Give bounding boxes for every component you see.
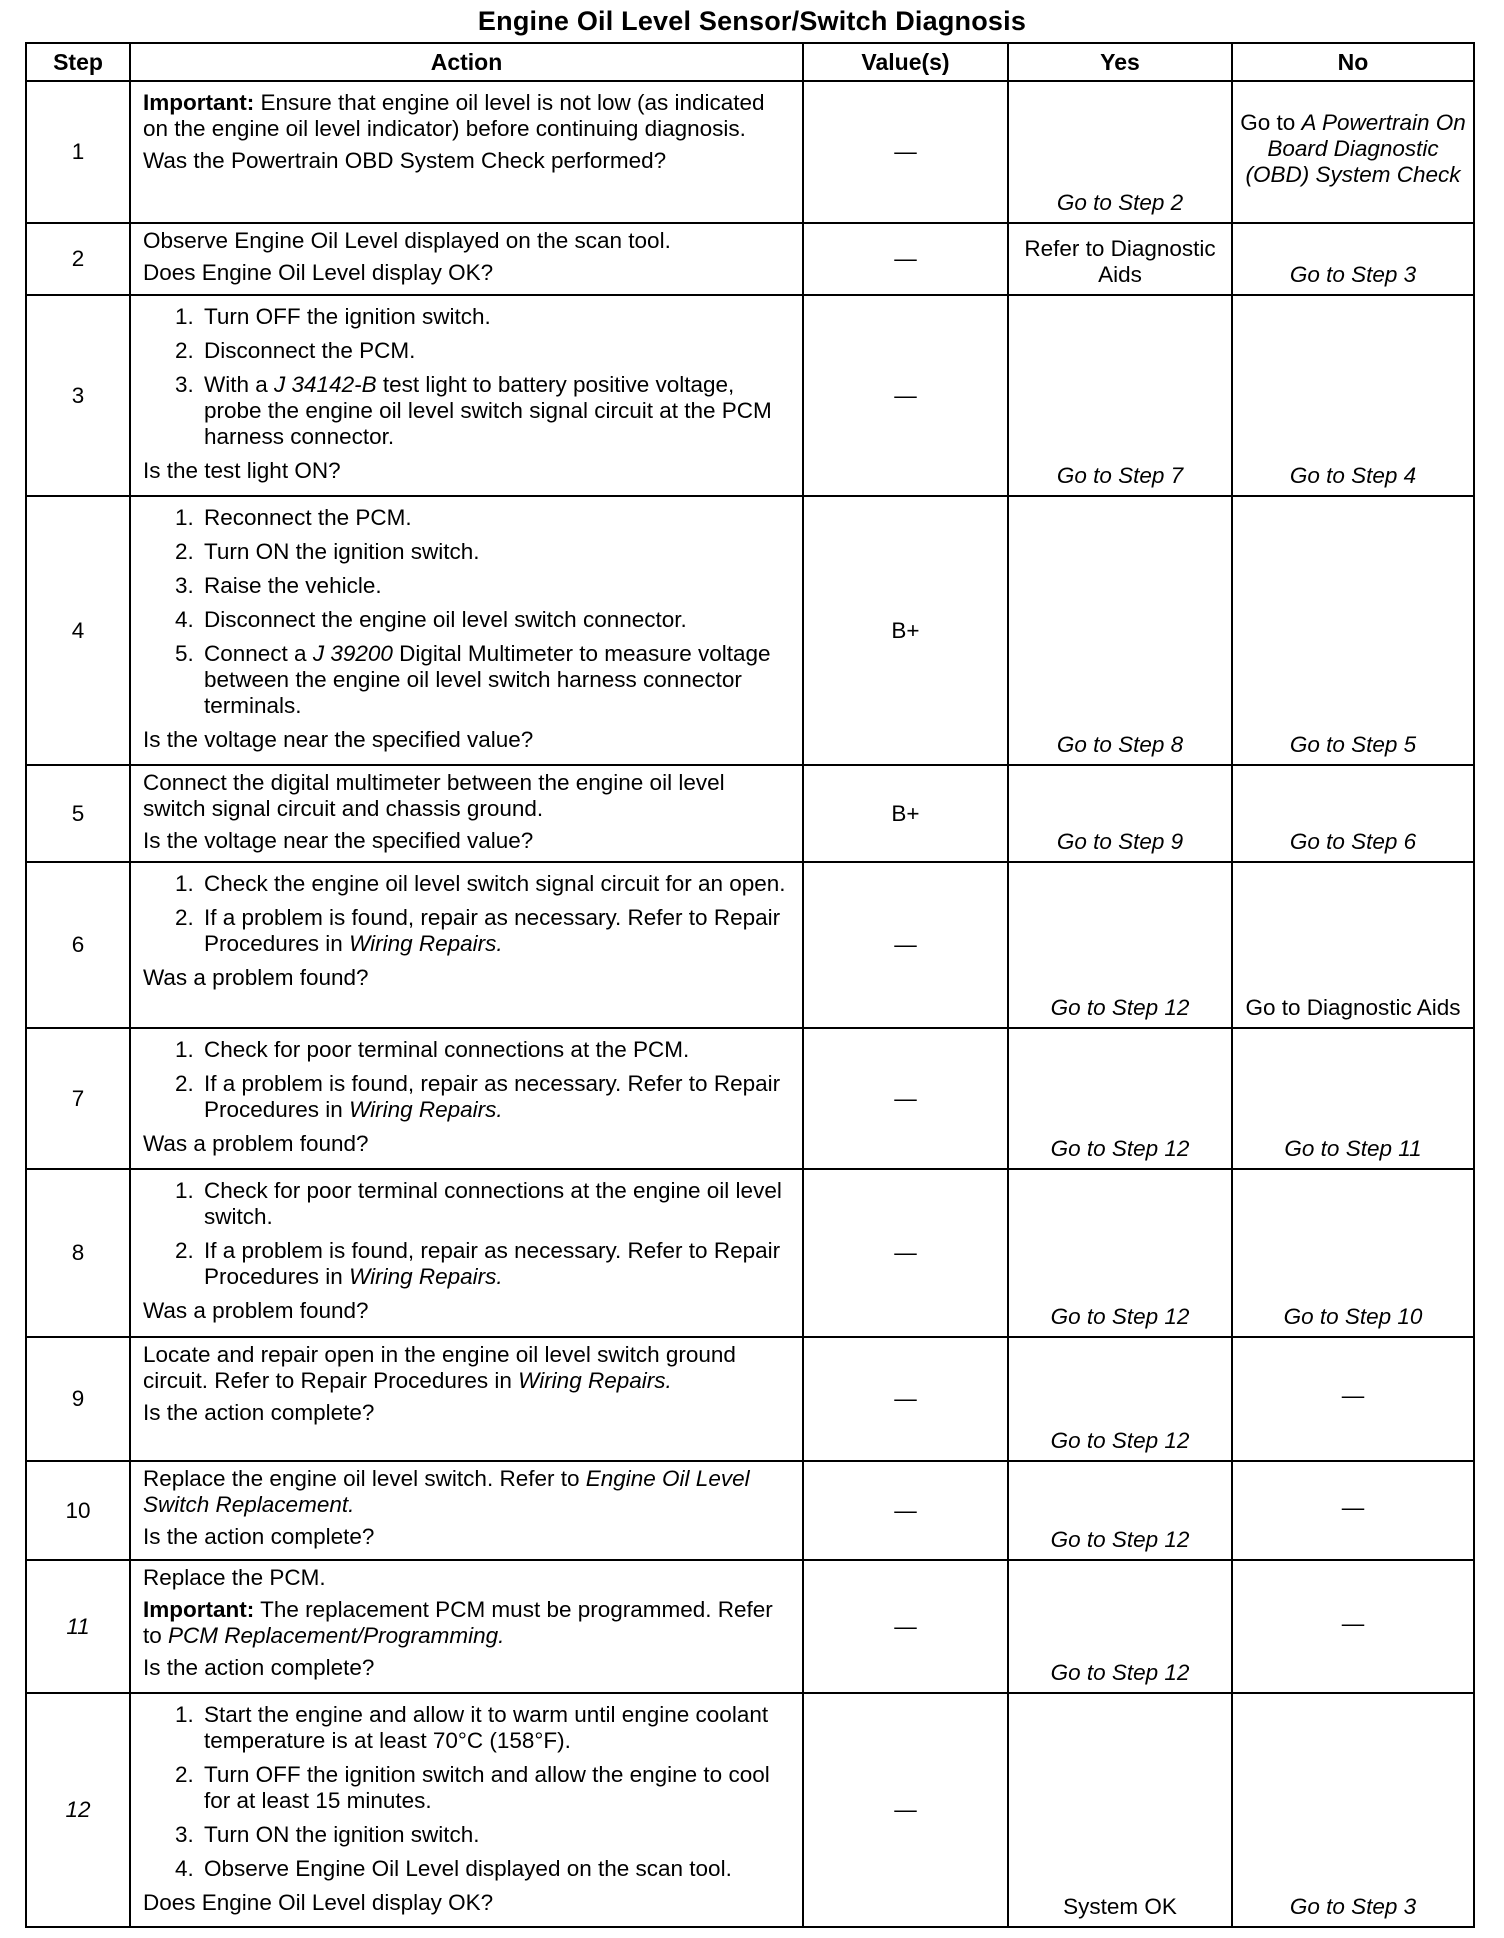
yes-link[interactable]: Go to Step 7 <box>1056 463 1184 488</box>
action-cell <box>130 496 803 765</box>
action-steps <box>143 505 792 719</box>
yes-cell <box>1008 1169 1232 1337</box>
value-cell: — <box>803 1693 1008 1927</box>
action-question: Was a problem found? <box>143 1298 369 1323</box>
action-steps <box>143 871 792 957</box>
action-cell <box>130 1693 803 1927</box>
tool-reference: J 34142-B <box>274 372 377 397</box>
no-link[interactable]: Go to Step 4 <box>1289 463 1417 488</box>
table-row <box>26 1693 1474 1927</box>
yes-cell <box>1008 862 1232 1028</box>
table-row <box>26 81 1474 223</box>
action-question: Was the Powertrain OBD System Check performed? <box>143 148 667 173</box>
yes-link[interactable]: Go to Step 12 <box>1050 1304 1190 1329</box>
no-cell <box>1232 81 1474 223</box>
table-row <box>26 765 1474 862</box>
action-cell <box>130 1169 803 1337</box>
step-number: 1 <box>26 81 130 223</box>
yes-link[interactable]: Go to Step 8 <box>1056 732 1184 757</box>
step-number: 9 <box>26 1337 130 1461</box>
yes-link[interactable]: Go to Step 12 <box>1050 1136 1190 1161</box>
manual-reference: Engine Oil Level Switch Replacement. <box>143 1466 750 1517</box>
action-steps <box>143 304 792 450</box>
manual-reference: Wiring Repairs. <box>349 931 503 956</box>
action-step: 1. Check for poor terminal connections at the PCM. <box>200 1037 792 1063</box>
table-header-row <box>26 43 1474 81</box>
yes-link[interactable]: Go to Step 2 <box>1056 190 1184 215</box>
yes-link[interactable]: System OK <box>1063 1894 1177 1919</box>
action-step: 1. Reconnect the PCM. <box>200 505 792 531</box>
yes-link[interactable]: Go to Step 12 <box>1050 1527 1190 1552</box>
no-link[interactable]: A Powertrain On Board Diagnostic (OBD) System Check <box>1245 110 1466 187</box>
action-question: Is the action complete? <box>143 1400 375 1425</box>
yes-cell <box>1008 496 1232 765</box>
action-cell <box>130 81 803 223</box>
no-cell <box>1232 1693 1474 1927</box>
yes-cell <box>1008 223 1232 295</box>
header-yes: Yes <box>1008 43 1232 81</box>
table-row <box>26 862 1474 1028</box>
step-number: 7 <box>26 1028 130 1169</box>
no-link[interactable]: Go to Step 5 <box>1289 732 1417 757</box>
manual-reference: Wiring Repairs. <box>349 1264 503 1289</box>
action-text: Observe Engine Oil Level displayed on the scan tool. <box>143 228 671 253</box>
value-cell: — <box>803 295 1008 496</box>
action-step: 3. With a J 34142-B test light to battery positive voltage, probe the engine oil level switch signal circuit at the PCM harness connector. <box>200 372 792 450</box>
step-number: 5 <box>26 765 130 862</box>
header-step: Step <box>26 43 130 81</box>
no-cell <box>1232 765 1474 862</box>
yes-link[interactable]: Refer to Diagnostic Aids <box>1024 236 1216 287</box>
value-cell: — <box>803 1028 1008 1169</box>
header-action: Action <box>130 43 803 81</box>
value-cell: — <box>803 1337 1008 1461</box>
tool-reference: J 39200 <box>312 641 393 666</box>
no-link[interactable]: Go to Step 10 <box>1283 1304 1423 1329</box>
action-cell <box>130 1560 803 1693</box>
action-text: Connect the digital multimeter between the engine oil level switch signal circuit and chassis ground. <box>143 770 725 821</box>
yes-link[interactable]: Go to Step 12 <box>1050 995 1190 1020</box>
no-link[interactable]: Go to Step 3 <box>1289 1894 1417 1919</box>
header-no: No <box>1232 43 1474 81</box>
action-cell <box>130 295 803 496</box>
yes-cell <box>1008 1337 1232 1461</box>
action-question: Was a problem found? <box>143 965 369 990</box>
action-step: 3. Raise the vehicle. <box>200 573 792 599</box>
yes-cell <box>1008 1028 1232 1169</box>
no-cell <box>1232 496 1474 765</box>
step-number: 6 <box>26 862 130 1028</box>
yes-cell <box>1008 1461 1232 1560</box>
action-steps <box>143 1037 792 1123</box>
value-cell: — <box>803 81 1008 223</box>
page-title: Engine Oil Level Sensor/Switch Diagnosis <box>477 6 1027 36</box>
important-label: Important: <box>143 1597 255 1622</box>
action-steps <box>143 1178 792 1290</box>
action-question: Is the action complete? <box>143 1655 375 1680</box>
table-row <box>26 1560 1474 1693</box>
action-question: Is the test light ON? <box>143 458 341 483</box>
yes-cell <box>1008 1693 1232 1927</box>
action-step: 5. Connect a J 39200 Digital Multimeter to measure voltage between the engine oil level switch harness connector terminals. <box>200 641 792 719</box>
action-question: Is the action complete? <box>143 1524 375 1549</box>
no-cell <box>1232 1169 1474 1337</box>
action-step: 3. Turn ON the ignition switch. <box>200 1822 792 1848</box>
action-text: Locate and repair open in the engine oil level switch ground circuit. Refer to Repair Procedures in Wiring Repairs. <box>143 1342 736 1393</box>
table-row <box>26 1169 1474 1337</box>
value-cell: B+ <box>803 496 1008 765</box>
no-cell <box>1232 295 1474 496</box>
action-cell <box>130 223 803 295</box>
action-cell <box>130 1461 803 1560</box>
action-step: 1. Check the engine oil level switch signal circuit for an open. <box>200 871 792 897</box>
manual-reference: Wiring Repairs. <box>349 1097 503 1122</box>
step-number: 8 <box>26 1169 130 1337</box>
step-number: 10 <box>26 1461 130 1560</box>
value-cell: — <box>803 1461 1008 1560</box>
yes-cell <box>1008 295 1232 496</box>
header-values: Value(s) <box>803 43 1008 81</box>
no-link[interactable]: Go to Step 3 <box>1289 262 1417 287</box>
table-row <box>26 1461 1474 1560</box>
action-step: 2. If a problem is found, repair as necessary. Refer to Repair Procedures in Wiring Repairs. <box>200 1071 792 1123</box>
no-cell: — <box>1232 1461 1474 1560</box>
action-question: Does Engine Oil Level display OK? <box>143 1890 494 1915</box>
action-cell <box>130 1337 803 1461</box>
step-number: 12 <box>26 1693 130 1927</box>
action-steps <box>143 1702 792 1882</box>
important-note <box>143 90 792 142</box>
action-step: 2. If a problem is found, repair as necessary. Refer to Repair Procedures in Wiring Repairs. <box>200 1238 792 1290</box>
action-step: 4. Disconnect the engine oil level switch connector. <box>200 607 792 633</box>
manual-reference: PCM Replacement/Programming. <box>168 1623 505 1648</box>
value-cell: — <box>803 223 1008 295</box>
important-label: Important: <box>143 90 255 115</box>
yes-cell <box>1008 81 1232 223</box>
action-step: 1. Start the engine and allow it to warm until engine coolant temperature is at least 70°C (158°F). <box>200 1702 792 1754</box>
no-link[interactable]: Go to Step 6 <box>1289 829 1417 854</box>
important-text: Ensure that engine oil level is not low (as indicated on the engine oil level indicator) before continuing diagnosis. <box>143 90 765 141</box>
no-cell <box>1232 862 1474 1028</box>
action-cell <box>130 862 803 1028</box>
value-cell: — <box>803 1169 1008 1337</box>
manual-reference: Wiring Repairs. <box>518 1368 672 1393</box>
yes-link[interactable]: Go to Step 9 <box>1056 829 1184 854</box>
yes-cell <box>1008 1560 1232 1693</box>
action-step: 2. Turn ON the ignition switch. <box>200 539 792 565</box>
value-cell: — <box>803 862 1008 1028</box>
action-step: 2. Turn OFF the ignition switch and allow the engine to cool for at least 15 minutes. <box>200 1762 792 1814</box>
no-cell <box>1232 223 1474 295</box>
value-cell: B+ <box>803 765 1008 862</box>
action-question: Is the voltage near the specified value? <box>143 727 534 752</box>
no-link[interactable]: Go to Diagnostic Aids <box>1245 995 1461 1020</box>
table-row <box>26 295 1474 496</box>
table-row <box>26 1337 1474 1461</box>
action-question: Was a problem found? <box>143 1131 369 1156</box>
step-number: 4 <box>26 496 130 765</box>
action-step: 4. Observe Engine Oil Level displayed on the scan tool. <box>200 1856 792 1882</box>
important-note: Important: The replacement PCM must be programmed. Refer to PCM Replacement/Programming. <box>143 1597 773 1648</box>
action-question: Does Engine Oil Level display OK? <box>143 260 494 285</box>
action-cell <box>130 1028 803 1169</box>
action-cell <box>130 765 803 862</box>
action-step: 1. Check for poor terminal connections at the engine oil level switch. <box>200 1178 792 1230</box>
no-cell: — <box>1232 1337 1474 1461</box>
step-number: 3 <box>26 295 130 496</box>
value-cell: — <box>803 1560 1008 1693</box>
action-question: Is the voltage near the specified value? <box>143 828 534 853</box>
action-step: 2. If a problem is found, repair as necessary. Refer to Repair Procedures in Wiring Repairs. <box>200 905 792 957</box>
no-cell: — <box>1232 1560 1474 1693</box>
table-row <box>26 1028 1474 1169</box>
step-number: 2 <box>26 223 130 295</box>
table-row <box>26 496 1474 765</box>
action-step: 2. Disconnect the PCM. <box>200 338 792 364</box>
action-text: Replace the engine oil level switch. Refer to Engine Oil Level Switch Replacement. <box>143 1466 750 1517</box>
no-link[interactable]: Go to Step 11 <box>1284 1136 1422 1161</box>
action-step: 1. Turn OFF the ignition switch. <box>200 304 792 330</box>
step-number: 11 <box>26 1560 130 1693</box>
yes-link[interactable]: Go to Step 12 <box>1050 1428 1190 1453</box>
table-row <box>26 223 1474 295</box>
yes-link[interactable]: Go to Step 12 <box>1050 1660 1190 1685</box>
action-text: Replace the PCM. <box>143 1565 326 1590</box>
yes-cell <box>1008 765 1232 862</box>
no-cell <box>1232 1028 1474 1169</box>
no-link-prefix: Go to <box>1240 110 1302 135</box>
diagnosis-table <box>25 42 1475 1928</box>
